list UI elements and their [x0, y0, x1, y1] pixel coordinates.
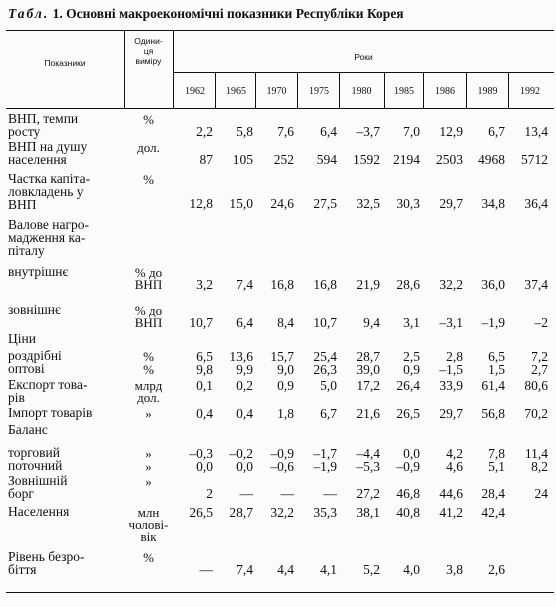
table-cell: 32,2	[439, 277, 463, 292]
row-unit: % до ВНП	[134, 303, 163, 330]
row-label: Зовнішній борг	[8, 473, 68, 501]
table-cell: 5,8	[236, 124, 253, 139]
table-cell: 5,1	[488, 459, 505, 474]
table-cell: 34,8	[481, 196, 505, 211]
table-cell: 0,4	[196, 406, 213, 421]
table-cell: 28,7	[229, 505, 253, 520]
table-cell: 27,5	[313, 196, 337, 211]
table-cell: 61,4	[481, 378, 505, 393]
year-column-rule	[508, 72, 509, 108]
table-cell: 9,0	[277, 362, 294, 377]
table-cell: 0,9	[403, 362, 420, 377]
table-cell: 36,4	[524, 196, 548, 211]
table-cell: 3,1	[403, 315, 420, 330]
year-column-rule	[384, 72, 385, 108]
year-column-rule	[297, 72, 298, 108]
row-unit: »	[145, 406, 152, 421]
table-cell: 30,3	[396, 196, 420, 211]
row-label: оптові	[8, 361, 45, 376]
table-cell: 11,4	[524, 446, 548, 461]
table-cell: 6,4	[236, 315, 253, 330]
table-cell: –1,9	[313, 459, 337, 474]
row-label: ВНП на душу населення	[8, 139, 88, 167]
table-cell: —	[280, 486, 294, 501]
table-cell: 39,0	[356, 362, 380, 377]
table-cell: –2	[534, 315, 548, 330]
table-cell: 2,8	[446, 349, 463, 364]
table-cell: 12,9	[439, 124, 463, 139]
table-cell: —	[239, 486, 253, 501]
table-cell: 21,6	[356, 406, 380, 421]
table-cell: 4,0	[403, 562, 420, 577]
row-unit: дол.	[137, 140, 160, 155]
table-cell: 0,0	[236, 459, 253, 474]
unit-header: Одини- ця виміру	[134, 36, 163, 66]
table-cell: 21,9	[356, 277, 380, 292]
table-cell: 8,4	[277, 315, 294, 330]
row-unit: % до ВНП	[134, 265, 163, 292]
table-cell: 35,3	[313, 505, 337, 520]
row-label: Населення	[8, 504, 70, 519]
table-cell: 105	[232, 152, 253, 167]
table-cell: 32,2	[270, 505, 294, 520]
table-top-rule	[6, 30, 554, 31]
table-cell: –4,4	[356, 446, 380, 461]
table-cell: –0,3	[189, 446, 213, 461]
table-cell: 6,7	[488, 124, 505, 139]
table-cell: 6,5	[196, 349, 213, 364]
table-cell: 594	[316, 152, 337, 167]
table-cell: 40,8	[396, 505, 420, 520]
year-header: 1986	[435, 86, 455, 97]
table-cell: 252	[273, 152, 294, 167]
table-cell: 9,8	[196, 362, 213, 377]
table-cell: 0,4	[236, 406, 253, 421]
row-unit: %	[143, 349, 154, 364]
table-cell: 8,2	[531, 459, 548, 474]
year-header: 1970	[266, 86, 287, 97]
row-label: Валове нагро- мадження ка- піталу	[8, 217, 90, 258]
row-label: Ціни	[8, 331, 36, 346]
row-label: Рівень безро- біття	[8, 549, 85, 577]
table-caption: Табл.	[8, 6, 50, 21]
table-cell: 13,4	[524, 124, 548, 139]
table-cell: 26,3	[313, 362, 337, 377]
table-cell: 28,7	[356, 349, 380, 364]
table-cell: 17,2	[356, 378, 380, 393]
table-cell: —	[323, 486, 337, 501]
row-unit: %	[143, 112, 154, 127]
table-cell: 25,4	[313, 349, 337, 364]
table-cell: –0,6	[270, 459, 294, 474]
table-cell: 4,4	[277, 562, 294, 577]
year-header: 1992	[520, 86, 540, 97]
table-cell: 9,4	[363, 315, 380, 330]
table-cell: 7,4	[236, 277, 253, 292]
years-header: Роки	[354, 52, 373, 62]
row-label: поточний	[8, 458, 63, 473]
table-cell: 70,2	[524, 406, 548, 421]
table-cell: 2194	[393, 152, 420, 167]
table-cell: 3,8	[446, 562, 463, 577]
header-bottom-rule	[6, 108, 554, 109]
table-cell: 16,8	[270, 277, 294, 292]
table-cell: 87	[199, 152, 213, 167]
table-cell: –3,1	[439, 315, 463, 330]
year-header: 1975	[309, 86, 329, 97]
table-cell: 36,0	[481, 277, 505, 292]
row-label: внутрішнє	[8, 264, 69, 279]
table-cell: 27,2	[356, 486, 380, 501]
table-cell: 2,7	[531, 362, 548, 377]
table-cell: 0,9	[277, 378, 294, 393]
table-cell: 26,4	[396, 378, 420, 393]
table-cell: 0,1	[196, 378, 213, 393]
table-cell: —	[199, 562, 213, 577]
table-cell: 7,0	[403, 124, 420, 139]
row-unit: %	[143, 172, 154, 187]
table-cell: 24,6	[270, 196, 294, 211]
row-unit: %	[143, 362, 154, 377]
row-label: зовнішнє	[8, 302, 61, 317]
row-label: Частка капіта- ловкладень у ВНП	[8, 171, 91, 212]
table-cell: –0,9	[396, 459, 420, 474]
table-cell: 16,8	[313, 277, 337, 292]
year-column-rule	[255, 72, 256, 108]
table-cell: 6,7	[320, 406, 337, 421]
table-cell: 29,7	[439, 406, 463, 421]
table-cell: 33,9	[439, 378, 463, 393]
row-label: Баланс	[8, 422, 48, 437]
table-cell: 2,6	[488, 562, 505, 577]
indicators-header: Показники	[44, 58, 86, 68]
table-cell: 15,0	[229, 196, 253, 211]
table-cell: 3,2	[196, 277, 213, 292]
table-cell: 2	[206, 486, 213, 501]
table-cell: –1,5	[439, 362, 463, 377]
table-cell: 6,5	[488, 349, 505, 364]
row-unit: »	[145, 474, 152, 489]
row-label: торговий	[8, 445, 60, 460]
row-label: ВНП, темпи росту	[8, 111, 79, 139]
table-cell: 9,9	[236, 362, 253, 377]
table-cell: 10,7	[189, 315, 213, 330]
table-cell: 4,6	[446, 459, 463, 474]
table-title-text: 1. Основні макроекономічні показники Республіки Корея	[52, 6, 404, 21]
row-unit: %	[143, 550, 154, 565]
years-rule	[173, 72, 554, 73]
table-cell: 1592	[353, 152, 380, 167]
table-cell: 2503	[436, 152, 463, 167]
table-cell: 1,5	[488, 362, 505, 377]
table-cell: 15,7	[270, 349, 294, 364]
table-cell: 38,1	[356, 505, 380, 520]
table-cell: 7,6	[277, 124, 294, 139]
table-bottom-rule	[6, 592, 554, 593]
table-cell: –0,9	[270, 446, 294, 461]
table-cell: 13,6	[229, 349, 253, 364]
table-cell: 26,5	[189, 505, 213, 520]
table-cell: 5,0	[320, 378, 337, 393]
table-cell: 4,2	[446, 446, 463, 461]
row-unit: »	[145, 459, 152, 474]
year-header: 1989	[477, 86, 498, 97]
table-cell: 2,2	[196, 124, 213, 139]
table-cell: 28,4	[481, 486, 505, 501]
table-cell: 28,6	[396, 277, 420, 292]
table-cell: –0,2	[229, 446, 253, 461]
table-cell: 37,4	[524, 277, 548, 292]
year-header: 1985	[394, 86, 414, 97]
row-unit: млн чолові- вік	[128, 505, 169, 544]
table-cell: 0,0	[403, 446, 420, 461]
table-cell: 80,6	[524, 378, 548, 393]
table-cell: 44,6	[439, 486, 463, 501]
table-cell: 7,8	[488, 446, 505, 461]
table-cell: 1,8	[277, 406, 294, 421]
table-cell: 56,8	[481, 406, 505, 421]
table-cell: 41,2	[439, 505, 463, 520]
table-cell: 2,5	[403, 349, 420, 364]
table-cell: –5,3	[356, 459, 380, 474]
table-cell: 42,4	[481, 505, 505, 520]
table-cell: 6,4	[320, 124, 337, 139]
year-header: 1962	[185, 86, 205, 97]
table-cell: 4968	[478, 152, 505, 167]
table-cell: 46,8	[396, 486, 420, 501]
row-label: роздрібні	[8, 348, 62, 363]
year-column-rule	[215, 72, 216, 108]
table-cell: 7,4	[236, 562, 253, 577]
row-unit: млрд дол.	[134, 378, 163, 405]
table-cell: 7,2	[531, 349, 548, 364]
table-cell: 4,1	[320, 562, 337, 577]
table-cell: 10,7	[313, 315, 337, 330]
table-cell: 29,7	[439, 196, 463, 211]
table-cell: 0,0	[196, 459, 213, 474]
year-header: 1980	[351, 86, 372, 97]
table-cell: 24	[534, 486, 548, 501]
year-column-rule	[339, 72, 340, 108]
table-cell: –3,7	[356, 124, 380, 139]
table-cell: 0,2	[236, 378, 253, 393]
table-cell: 32,5	[356, 196, 380, 211]
year-header: 1965	[226, 86, 246, 97]
row-label: Експорт това- рів	[8, 377, 88, 405]
table-cell: 26,5	[396, 406, 420, 421]
table-cell: –1,7	[313, 446, 337, 461]
table-cell: –1,9	[481, 315, 505, 330]
table-cell: 5,2	[363, 562, 380, 577]
table-title	[8, 6, 404, 22]
table-cell: 12,8	[189, 196, 213, 211]
row-label: Імпорт товарів	[8, 405, 93, 420]
year-column-rule	[423, 72, 424, 108]
row-unit: »	[145, 446, 152, 461]
table-cell: 5712	[521, 152, 548, 167]
year-column-rule	[466, 72, 467, 108]
